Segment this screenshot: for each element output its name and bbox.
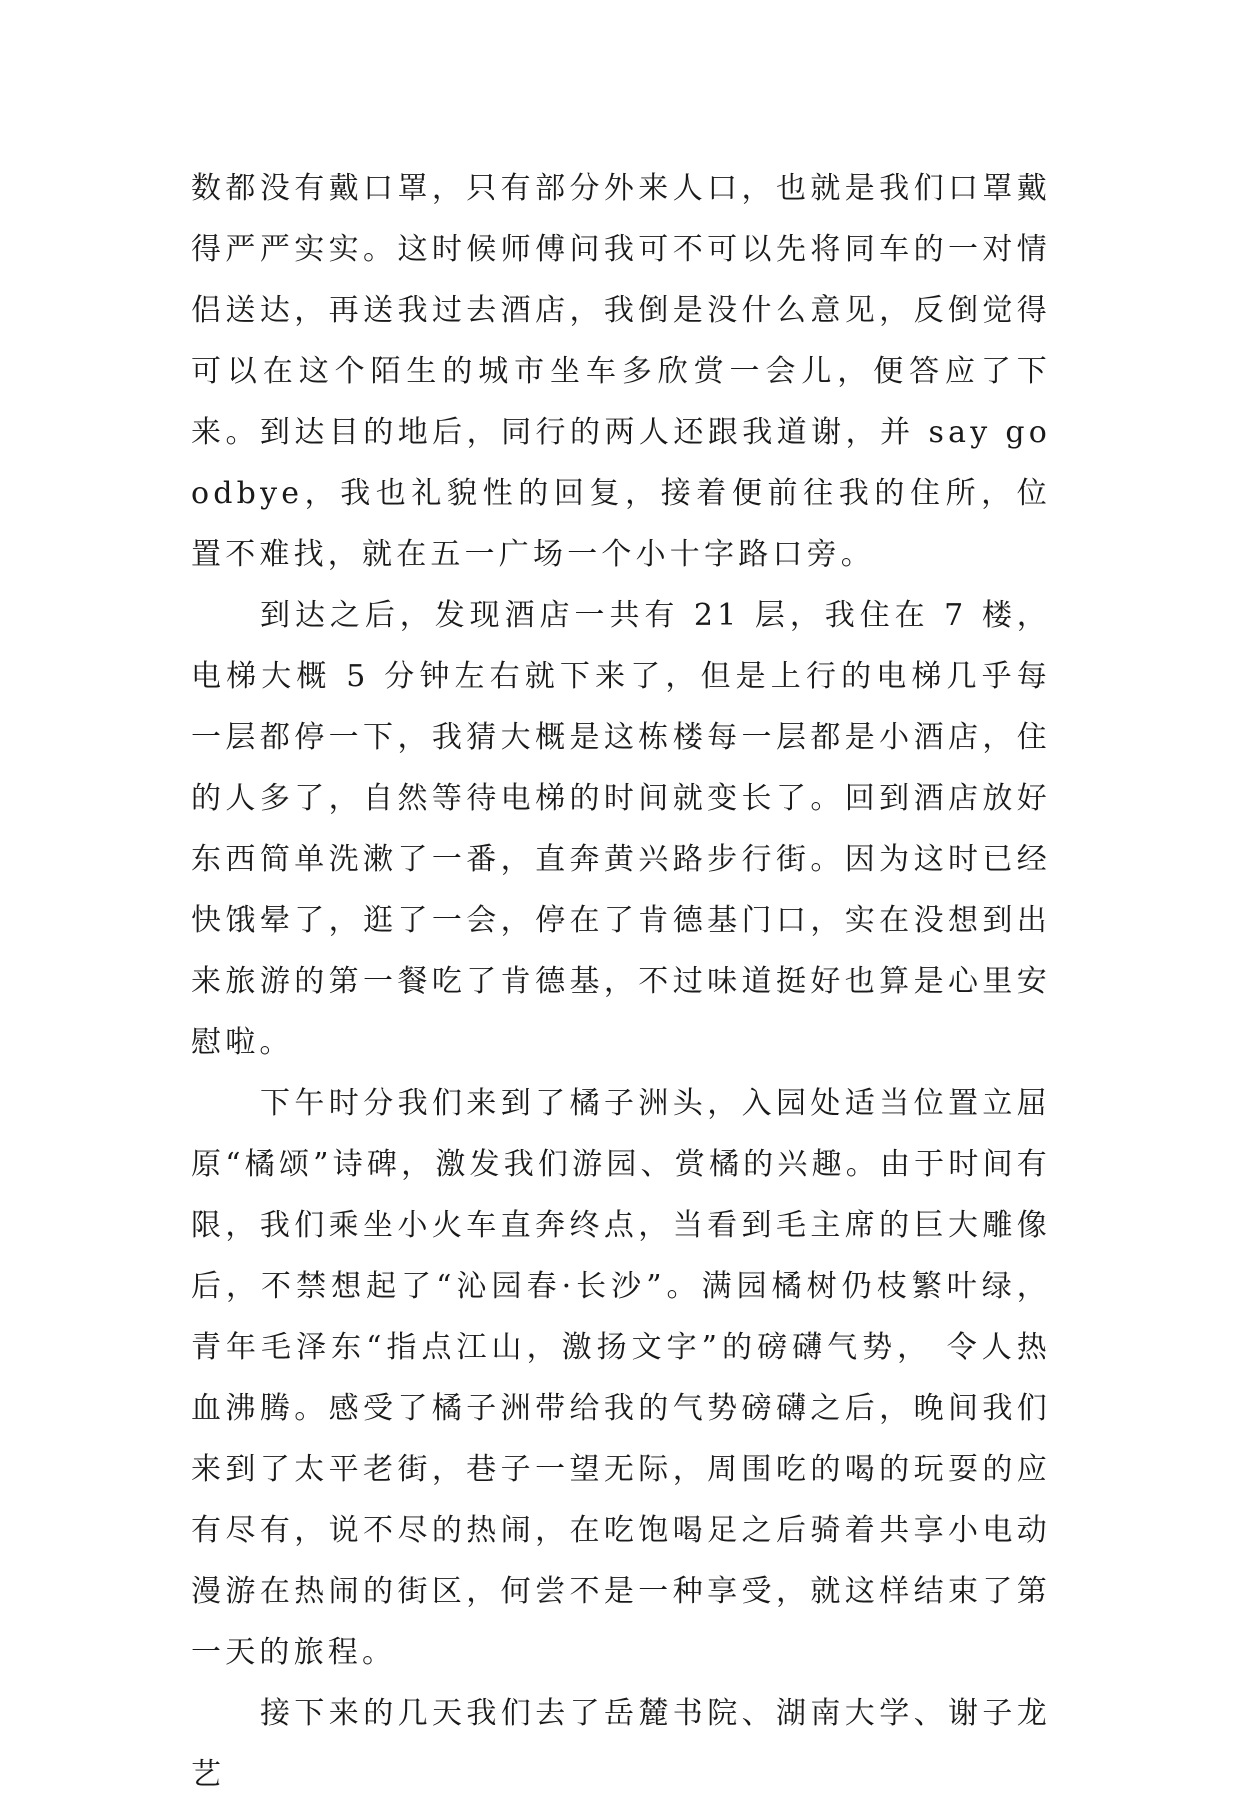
paragraph-1: 数都没有戴口罩，只有部分外来人口，也就是我们口罩戴得严严实实。这时候师傅问我可不可以先将同车的一对情侣送达，再送我过去酒店，我倒是没什么意见，反倒觉得可以在这个陌生的城市坐车多欣赏一会儿，便答应了下来。到达目的地后，同行的两人还跟我道谢，并 say goodbye，我也礼貌性的回复，接着便前往我的住所，位置不难找，就在五一广场一个小十字路口旁。 bbox=[191, 171, 1051, 572]
paragraph-2: 到达之后，发现酒店一共有 21 层，我住在 7 楼，电梯大概 5 分钟左右就下来了，但是上行的电梯几乎每一层都停一下，我猜大概是这栋楼每一层都是小酒店，住的人多了，自然等待电梯的时间就变长了。回到酒店放好东西简单洗漱了一番，直奔黄兴路步行街。因为这时已经快饿晕了，逛了一会，停在了肯德基门口，实在没想到出来旅游的第一餐吃了肯德基，不过味道挺好也算是心里安慰啦。 bbox=[191, 598, 1051, 1060]
paragraph-3: 下午时分我们来到了橘子洲头，入园处适当位置立屈原“橘颂”诗碑，激发我们游园、赏橘的兴趣。由于时间有限，我们乘坐小火车直奔终点，当看到毛主席的巨大雕像后，不禁想起了“沁园春·长沙”。满园橘树仍枝繁叶绿， 青年毛泽东“指点江山，激扬文字”的磅礴气势， 令人热血沸腾。感受了橘子洲带给我的气势磅礴之后，晚间我们来到了太平老街，巷子一望无际，周围吃的喝的玩耍的应有尽有，说不尽的热闹，在吃饱喝足之后骑着共享小电动漫游在热闹的街区，何尝不是一种享受，就这样结束了第一天的旅程。 bbox=[191, 1086, 1065, 1670]
paragraph-4: 接下来的几天我们去了岳麓书院、湖南大学、谢子龙艺 bbox=[191, 1696, 1051, 1792]
document-body bbox=[191, 158, 1065, 1805]
